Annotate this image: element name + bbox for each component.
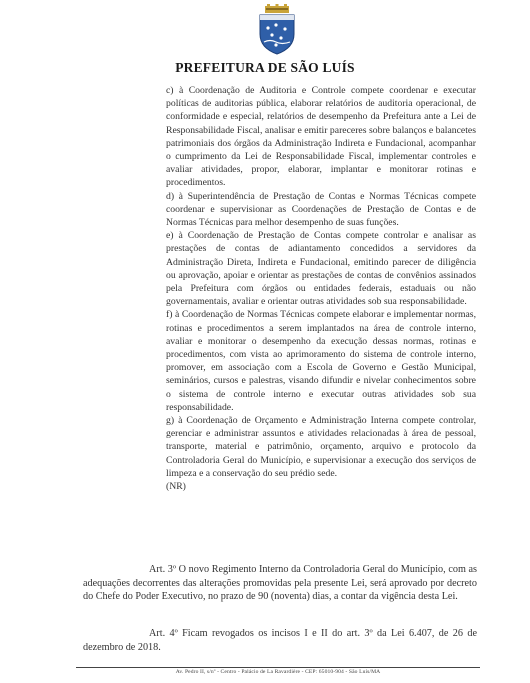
article-4 — [83, 627, 477, 654]
nr-marker: (NR) — [166, 481, 186, 493]
article-3-text: Art. 3º O novo Regimento Interno da Controladoria Geral do Município, com as adequações decorrentes das alterações promovidas pela presente Lei, será aprovado por decreto do Chefe do Poder Executivo, no prazo de 90 (noventa) dias, a contar da vigência desta Lei. — [83, 564, 477, 603]
article-3 — [83, 563, 477, 604]
coat-of-arms-icon — [252, 4, 302, 56]
paragraph-g: g) à Coordenação de Orçamento e Administração Interna compete controlar, gerenciar e administrar assuntos e atividades relacionadas à área de pessoal, transporte, material e patrimônio, orçamento, arquivo e protocolo da Controladoria Geral do Município, e supervisionar a execução dos serviços de limpeza e a conservação do seu prédio sede. — [166, 415, 476, 479]
org-title: PREFEITURA DE SÃO LUÍS — [175, 60, 355, 75]
article-4-text: Art. 4º Ficam revogados os incisos I e II do art. 3º da Lei 6.407, de 26 de dezembro de 2018. — [83, 628, 477, 653]
paragraph-d: d) à Superintendência de Prestação de Contas e Normas Técnicas compete coordenar e supervisionar as Coordenações de Prestação de Contas e de Normas Técnicas para melhor desempenho de suas funções. — [166, 190, 476, 229]
footer-divider — [76, 667, 480, 668]
paragraph-f: f) à Coordenação de Normas Técnicas compete elaborar e implementar normas, rotinas e procedimentos a serem implantados na área de controle interno, avaliar e monitorar o desempenho da execução dessas normas, rotinas e procedimentos, com vista ao aprimoramento do sistema de controle interno, promover, em associação com a Escola de Governo e Gestão Municipal, seminários, cursos e palestras, visando difundir e nivelar conhecimentos sobre o sistema de controle interno e executar outras atividades sob sua responsabilidade. — [166, 309, 476, 413]
paragraph-c: c) à Coordenação de Auditoria e Controle compete coordenar e executar políticas de auditorias pública, elaborar relatórios de auditoria operacional, de conformidade e especial, relatórios de desempenho da Prefeitura ante a Lei de Responsabilidade Fiscal, analisar e emitir pareceres sobre balanços e balancetes patrimoniais dos órgãos da Administração Indireta e Fundacional, acompanhar o cumprimento da Lei de Responsabilidade Fiscal, implementar controles e avaliar atividades, propor, elaborar, implantar e monitorar rotinas e procedimentos. — [166, 85, 476, 189]
paragraph-e: e) à Coordenação de Prestação de Contas compete controlar e analisar as prestações de contas de adiantamento concedidos a servidores da Administração Direta, Indireta e Fundacional, emitindo parecer de diligência ou aprovação, apoiar e orientar as prestações de contas de convênios assinados pela Prefeitura com órgãos ou entidades federais, estaduais ou não governamentais, avaliar e orientar outras atividades sob sua responsabilidade. — [166, 230, 476, 308]
footer-address: Av. Pedro II, s/nº - Centro - Palácio de La Ravardière - CEP: 65010-904 - São Luís/MA — [175, 669, 381, 675]
subsection-list — [166, 84, 476, 493]
